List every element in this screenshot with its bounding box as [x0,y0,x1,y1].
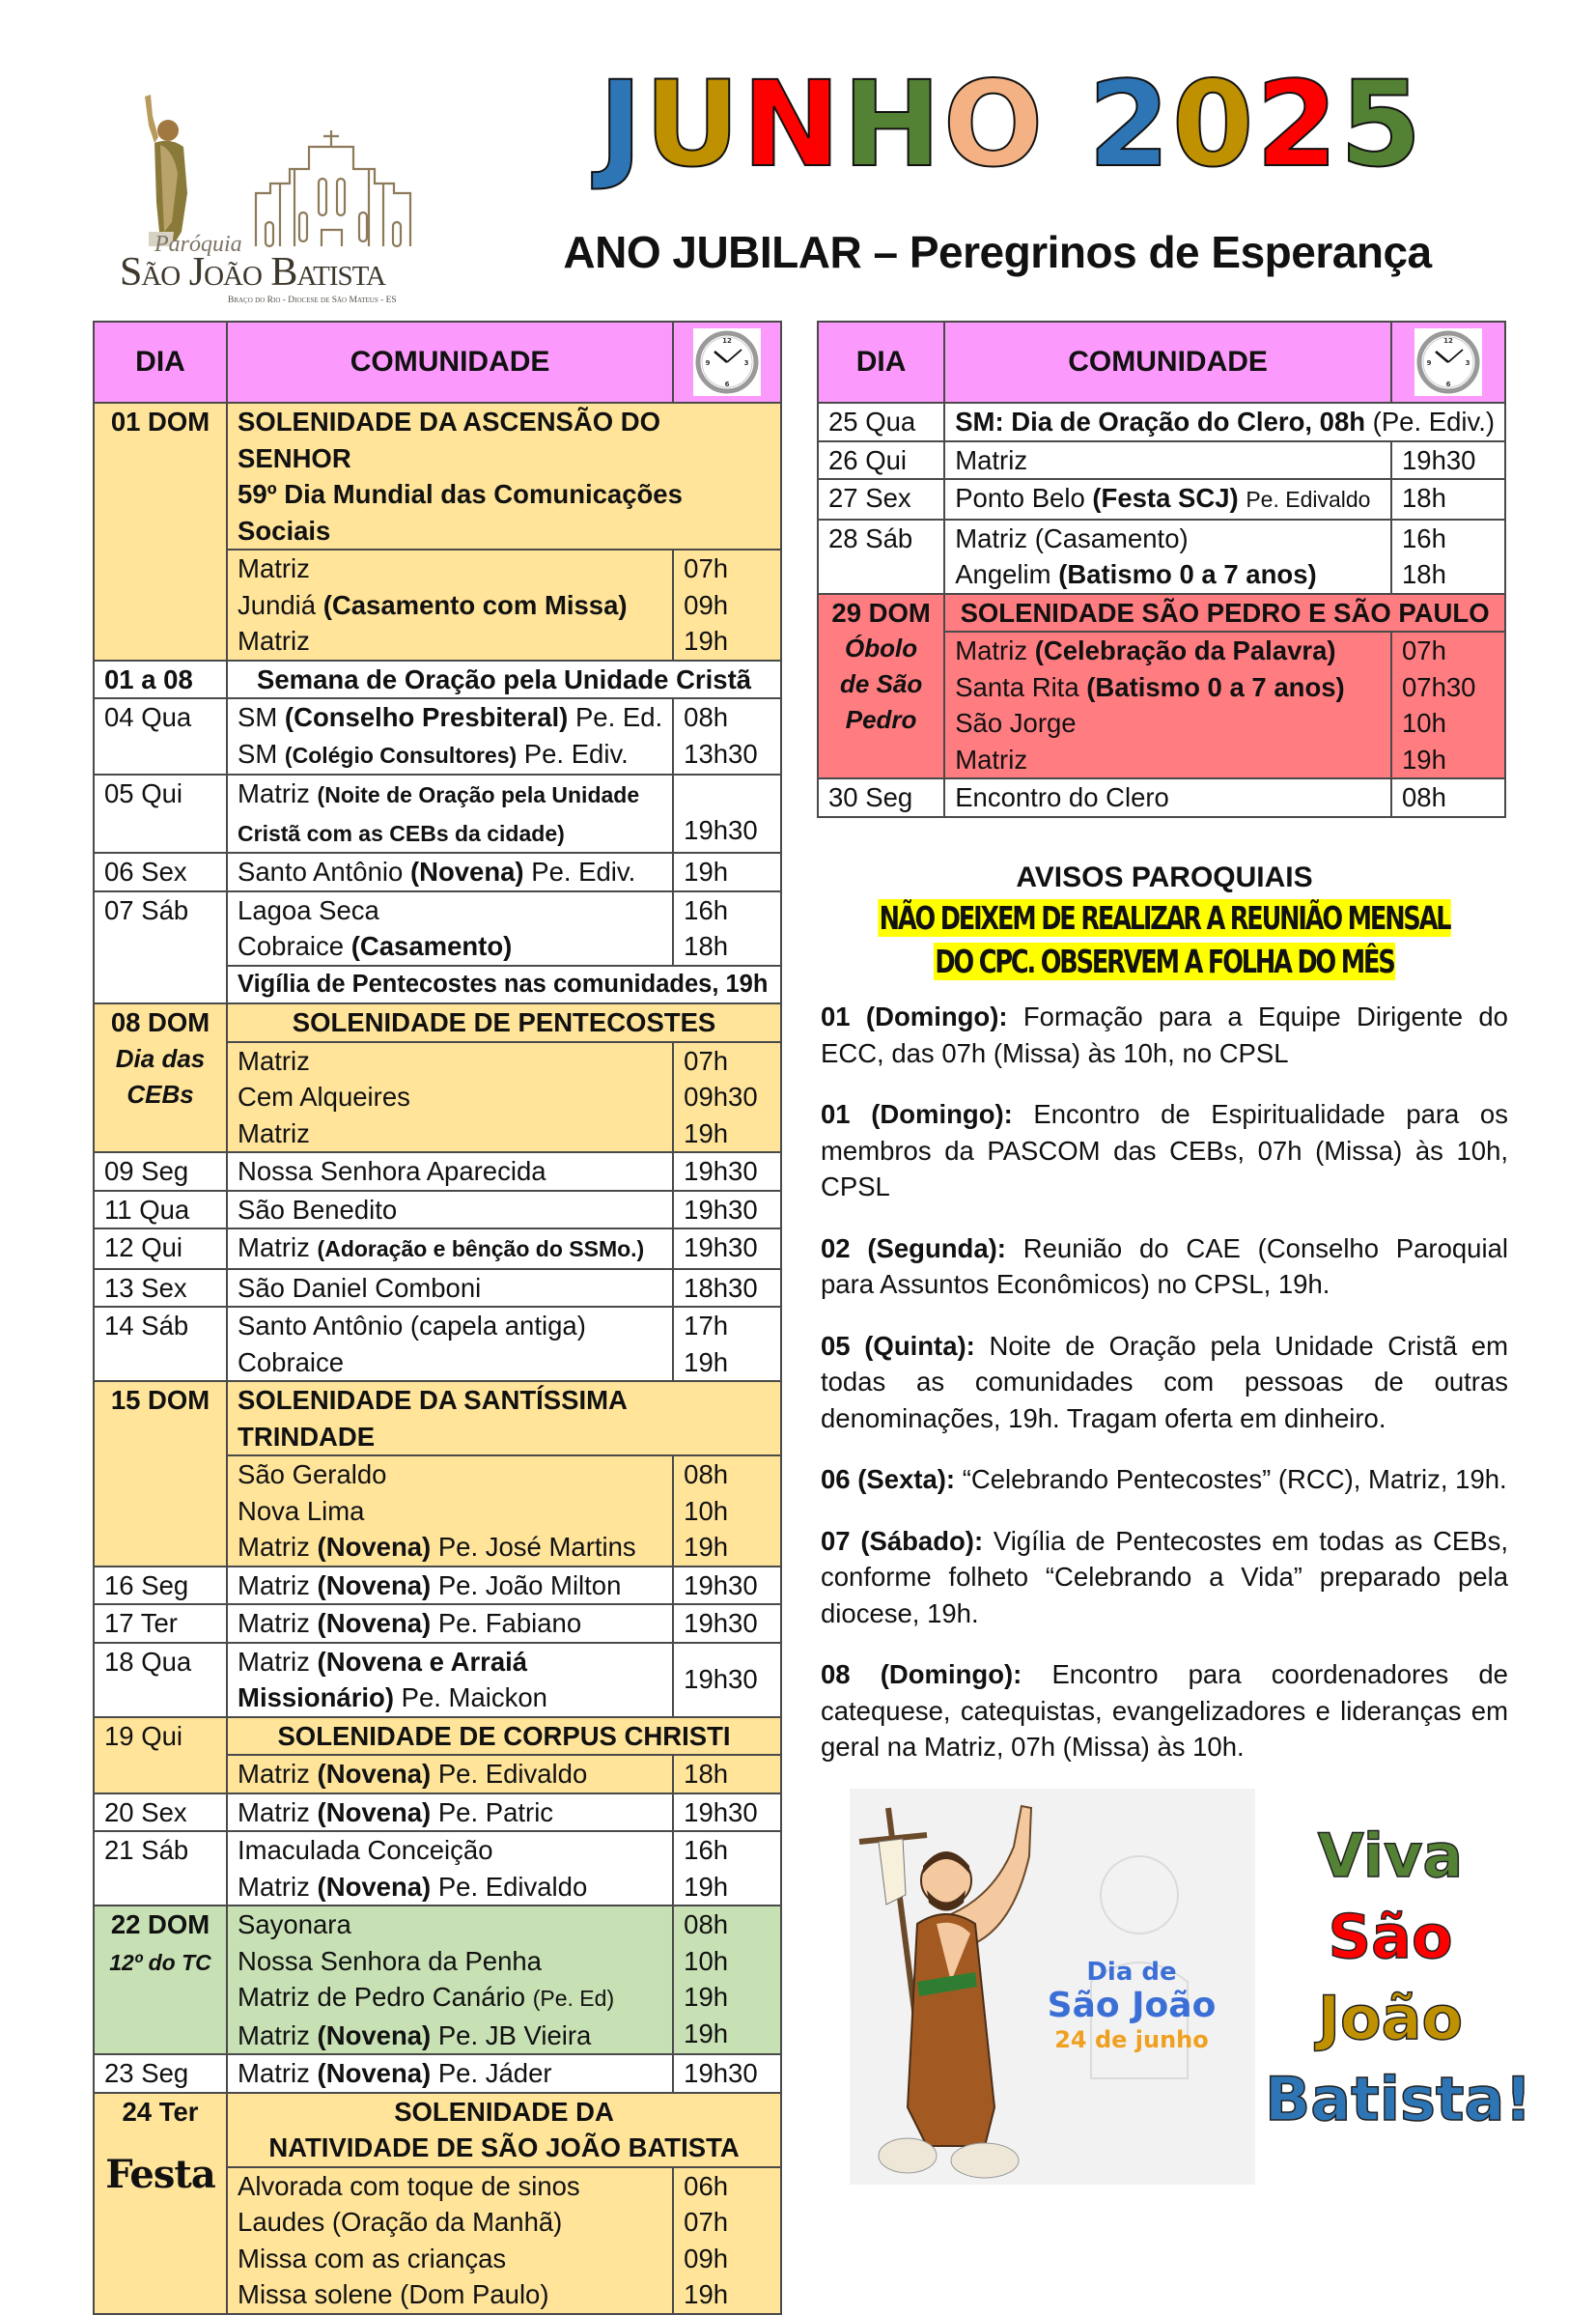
table-row [94,853,781,891]
day-cell: 05 Qui [94,775,227,853]
clock-icon [1414,328,1482,396]
time-cell: 19h30 [673,2054,781,2093]
table-row [94,661,781,699]
schedule-table-right [817,321,1506,818]
saint-john-icon [850,1789,1255,2185]
table-row [94,1793,781,1832]
header-dia: DIA [818,322,944,403]
svg-text:9: 9 [1426,359,1432,367]
community-cell: Matriz (Adoração e bênção do SSMo.) [227,1228,673,1269]
community-cell: Matriz (Novena) Pe. Edivaldo [227,1755,673,1793]
community-cell: Ponto Belo (Festa SCJ) Pe. Edivaldo [944,479,1391,520]
table-row [94,1906,781,2054]
day-cell: 16 Seg [94,1567,227,1605]
title-letter: 2 [1255,56,1340,193]
community-cell: Matriz (Noite de Oração pela Unidade Cristã com as CEBs da cidade) [227,775,673,853]
time-cell: 19h30 [673,1604,781,1643]
notice-item [821,1656,1508,1765]
day-cell: 23 Seg [94,2054,227,2093]
table-row [94,2054,781,2093]
solemnity-title: SOLENIDADE DE CORPUS CHRISTI [227,1717,781,1756]
solemnity-title [227,403,781,550]
community-cell: Matriz (Casamento) Angelim (Batismo 0 a 7 anos) [944,520,1391,594]
day-cell: 15 DOM [94,1381,227,1567]
table-row [94,1307,781,1381]
viva-line: Viva [1317,1821,1464,1891]
schedule-table-left [93,321,782,2315]
table-row [818,479,1505,520]
table-row [818,778,1505,817]
community-cell: Santo Antônio (capela antiga) Cobraice [227,1307,673,1381]
time-cell: 19h30 [673,1228,781,1269]
time-cell: 08h 10h 19h [673,1455,781,1567]
notice-text: Encontro para coordenadores de catequese, catequistas, evangelizadores e lideranças em geral na Matriz, 07h (Missa) às 10h. [821,1659,1508,1762]
notice-date: 06 (Sexta): [821,1464,956,1494]
notice-item [821,1230,1508,1303]
community-cell: Matriz (Novena) Pe. Jáder [227,2054,673,2093]
time-cell: 07h 09h 19h [673,550,781,661]
notice-item [821,1328,1508,1437]
table-row [94,2093,781,2167]
notice-text: “Celebrando Pentecostes” (RCC), Matriz, 19h. [955,1464,1507,1494]
logo-parish-name: São João Batista [120,250,385,295]
solemnity-subtitle-line: 59º Dia Mundial das Comunicações Sociais [238,479,683,546]
community-cell: SM: Dia de Oração do Clero, 08h (Pe. Ediv.) [944,403,1505,441]
time-cell: 19h30 [673,775,781,853]
title-letter [1045,56,1087,193]
solemnity-title: SOLENIDADE DA NATIVIDADE DE SÃO JOÃO BATISTA [227,2093,781,2167]
time-cell: 16h 18h [673,891,781,966]
illustration-line3: 24 de junho [1054,2026,1209,2053]
time-cell: 19h30 [673,1793,781,1832]
event-line: Matriz [238,553,310,583]
time-cell: 19h30 [673,1643,781,1717]
day-cell: 17 Ter [94,1604,227,1643]
community-cell: Lagoa Seca Cobraice (Casamento) [227,891,673,966]
community-cell: Matriz [944,441,1391,480]
title-letter: N [742,56,843,193]
day-cell: 11 Qua [94,1191,227,1229]
day-cell: 22 DOM 12º do TC [94,1906,227,2054]
day-cell: 14 Sáb [94,1307,227,1381]
time-cell: 17h 19h [673,1307,781,1381]
page-title [599,56,1424,193]
day-cell: 13 Sex [94,1269,227,1308]
day-cell: 28 Sáb [818,520,944,594]
alert-line: DO CPC. OBSERVEM A FOLHA DO MÊS [935,943,1394,980]
notice-text: Vigília de Pentecostes em todas as CEBs, conforme folheto “Celebrando a Vida” preparado pela diocese, 19h. [821,1525,1508,1628]
title-letter: J [599,56,645,193]
time-cell: 08h [1391,778,1505,817]
viva-line: Batista! [1265,2064,1532,2134]
viva-sao-joao [1265,1816,1532,2140]
table-row [94,1228,781,1269]
time-cell: 19h30 [673,1191,781,1229]
page-subtitle: ANO JUBILAR – Peregrinos de Esperança [563,227,1432,277]
day-cell: 18 Qua [94,1643,227,1717]
day-cell: 26 Qui [818,441,944,480]
community-cell: Matriz (Celebração da Palavra) Santa Rita (Batismo 0 a 7 anos) São Jorge Matriz [944,632,1391,778]
day-cell: 19 Qui [94,1717,227,1793]
header-dia: DIA [94,322,227,403]
day-cell: 12 Qui [94,1228,227,1269]
svg-text:12: 12 [722,337,732,345]
community-cell: Encontro do Clero [944,778,1391,817]
parish-notices [821,860,1508,1765]
title-letter: 5 [1339,56,1424,193]
community-cell: Matriz (Novena e Arraiá Missionário) Pe. Maickon [227,1643,673,1717]
table-row [94,403,781,550]
time-cell: 18h [673,1755,781,1793]
table-row [94,775,781,853]
day-cell: 06 Sex [94,853,227,891]
time-cell: 07h 07h30 10h 19h [1391,632,1505,778]
notice-date: 07 (Sábado): [821,1525,984,1556]
title-letter: U [644,56,742,193]
table-row [94,1831,781,1906]
header-comunidade: COMUNIDADE [227,322,673,403]
community-cell: São Benedito [227,1191,673,1229]
solemnity-title: SOLENIDADE DA SANTÍSSIMA TRINDADE [227,1381,781,1455]
day-cell: 08 DOM Dia das CEBs [94,1003,227,1152]
time-cell: 18h30 [673,1269,781,1308]
day-cell: 20 Sex [94,1793,227,1832]
illustration-line1: Dia de [1086,1958,1177,1987]
day-cell: 29 DOM Óbolo de São Pedro [818,594,944,779]
time-cell: 06h 07h 09h 19h [673,2167,781,2314]
table-header-row [818,322,1505,403]
table-row [94,698,781,775]
logo-paroquia: Paróquia [154,232,242,257]
notice-date: 01 (Domingo): [821,1002,1008,1031]
community-cell: Matriz (Novena) Pe. Fabiano [227,1604,673,1643]
day-cell: 30 Seg [818,778,944,817]
svg-text:6: 6 [724,381,730,388]
solemnity-title-line: SOLENIDADE DA ASCENSÃO DO SENHOR [238,407,661,473]
community-cell: Nossa Senhora Aparecida [227,1152,673,1191]
day-cell: 07 Sáb [94,891,227,1004]
solemnity-title: SOLENIDADE DE PENTECOSTES [227,1003,781,1042]
parish-logo [116,87,454,309]
event-line: Jundiá (Casamento com Missa) [238,589,628,620]
notice-date: 01 (Domingo): [821,1099,1013,1129]
time-cell: 19h30 [673,1567,781,1605]
community-cell: SM (Conselho Presbiteral) Pe. Ed. SM (Colégio Consultores) Pe. Ediv. [227,698,673,775]
table-row [94,1003,781,1042]
event-line: Matriz [238,626,310,656]
table-row [94,1604,781,1643]
table-row [94,1567,781,1605]
notice-date: 05 (Quinta): [821,1330,975,1361]
title-letter: 2 [1087,56,1172,193]
table-row [818,403,1505,441]
viva-line: São [1328,1902,1453,1972]
notice-item [821,1461,1508,1498]
table-row [94,1643,781,1717]
day-cell: 25 Qua [818,403,944,441]
table-row [818,520,1505,594]
table-row [94,1152,781,1191]
table-row [94,1717,781,1756]
day-cell: 27 Sex [818,479,944,520]
time-cell: 19h [673,853,781,891]
title-letter: 0 [1171,56,1256,193]
header-comunidade: COMUNIDADE [944,322,1391,403]
notices-list [821,999,1508,1765]
community-cell: Santo Antônio (Novena) Pe. Ediv. [227,853,673,891]
community-cell: Imaculada Conceição Matriz (Novena) Pe. Edivaldo [227,1831,673,1906]
notice-date: 02 (Segunda): [821,1232,1006,1263]
title-letter: O [942,56,1046,193]
notice-text: Reunião do CAE (Conselho Paroquial para Assuntos Econômicos) no CPSL, 19h. [821,1232,1508,1299]
header-time [673,322,781,403]
svg-text:9: 9 [705,359,711,367]
time-cell: 19h30 [1391,441,1505,480]
svg-text:12: 12 [1443,337,1453,345]
notice-item [821,1096,1508,1205]
time-cell: 16h 19h [673,1831,781,1906]
community-cell: Matriz (Novena) Pe. Patric [227,1793,673,1832]
clock-icon [693,328,761,396]
table-row [818,441,1505,480]
notice-date: 08 (Domingo): [821,1659,1022,1689]
time-cell: 08h 13h30 [673,698,781,775]
solemnity-title: SOLENIDADE SÃO PEDRO E SÃO PAULO [944,594,1505,633]
day-cell: 21 Sáb [94,1831,227,1906]
title-letter: H [842,56,943,193]
time-cell: 18h [1391,479,1505,520]
community-cell: Matriz Cem Alqueires Matriz [227,1042,673,1153]
alert-line: NÃO DEIXEM DE REALIZAR A REUNIÃO MENSAL [879,899,1450,937]
day-cell: 01 a 08 [94,661,227,699]
notices-alert [869,896,1460,983]
notices-title: AVISOS PAROQUIAIS [1016,861,1313,893]
table-header-row [94,322,781,403]
time-cell: 16h 18h [1391,520,1505,594]
church-outline [256,130,410,246]
saint-statue-icon [145,95,187,246]
notice-text: Noite de Oração pela Unidade Cristã em todas as comunidades com pessoas de outras denominações, 19h. Tragam oferta em dinheiro. [821,1330,1508,1433]
notice-item [821,1523,1508,1632]
table-row [94,1191,781,1229]
notice-item [821,999,1508,1071]
time-cell: 08h 10h 19h 19h [673,1906,781,2054]
notice-text: Formação para a Equipe Dirigente do ECC, das 07h (Missa) às 10h, no CPSL [821,1002,1508,1068]
day-cell: 09 Seg [94,1152,227,1191]
community-cell: São Geraldo Nova Lima Matriz (Novena) Pe. José Martins [227,1455,673,1567]
table-row [818,594,1505,633]
notice-text: Encontro de Espiritualidade para os membros da PASCOM das CEBs, 07h (Missa) às 10h, CPSL [821,1099,1508,1201]
sao-joao-illustration [850,1789,1255,2185]
table-row [94,1381,781,1455]
week-title: Semana de Oração pela Unidade Cristã [227,661,781,699]
day-cell: 24 Ter Festa [94,2093,227,2314]
community-cell: Alvorada com toque de sinos Laudes (Oração da Manhã) Missa com as crianças Missa solene (Dom Paulo) [227,2167,673,2314]
logo-subtitle: Braço do Rio - Diocese de São Mateus - ES [228,296,397,305]
header-time [1391,322,1505,403]
illustration-line2: São João [1047,1986,1217,2025]
day-cell: 01 DOM [94,403,227,661]
day-cell: 04 Qua [94,698,227,775]
table-row [94,1269,781,1308]
table-row [94,891,781,966]
community-cell: Sayonara Nossa Senhora da Penha Matriz de Pedro Canário (Pe. Ed) Matriz (Novena) Pe. JB Vieira [227,1906,673,2054]
svg-text:6: 6 [1445,381,1451,388]
time-cell: 07h 09h30 19h [673,1042,781,1153]
community-cell: São Daniel Comboni [227,1269,673,1308]
community-cell: Matriz (Novena) Pe. João Milton [227,1567,673,1605]
festa-label: Festa [105,2152,215,2197]
time-cell: 19h30 [673,1152,781,1191]
svg-text:3: 3 [1465,359,1470,367]
community-cell [227,550,673,661]
vigil-note: Vigília de Pentecostes nas comunidades, 19h [227,966,781,1004]
viva-line: João [1317,1983,1464,2053]
svg-text:3: 3 [743,359,749,367]
